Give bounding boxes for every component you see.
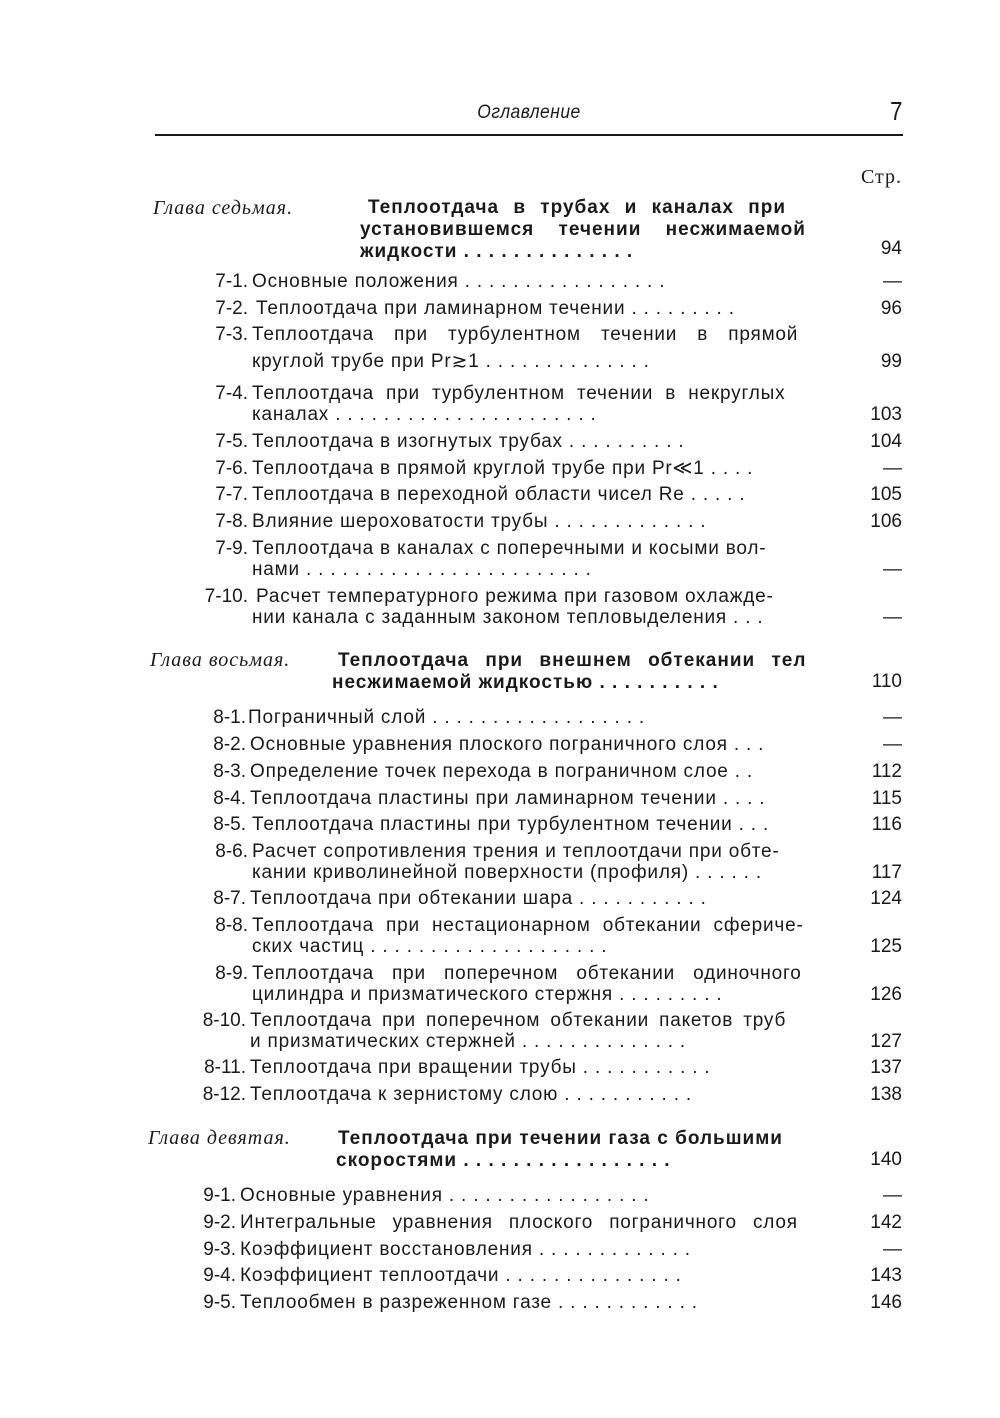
section-page: 96 — [880, 298, 902, 319]
running-head — [155, 96, 903, 132]
section-page: 138 — [870, 1084, 902, 1105]
section-title: каналах . . . . . . . . . . . . . . . . . . . . . . — [252, 404, 597, 425]
section-title: Теплоотдача при турбулентном течении в некруглых — [252, 383, 786, 404]
section-title: нами . . . . . . . . . . . . . . . . . . . . . . . . — [252, 559, 592, 580]
section-number: 7-9. — [215, 538, 248, 559]
section-number: 7-2. — [215, 298, 248, 319]
section-title: Теплоотдача при обтекании шара . . . . . . . . . . . — [250, 888, 707, 909]
section-title: Теплоотдача пластины при ламинарном течении . . . . — [250, 788, 766, 809]
header-rule — [155, 134, 903, 136]
section-title: нии канала с заданным законом тепловыделения . . . — [252, 607, 764, 628]
section-title: Теплообмен в разреженном газе . . . . . . . . . . . . — [240, 1292, 698, 1313]
section-page: 127 — [870, 1031, 902, 1052]
chapter-title-line: Теплоотдача при внешнем обтекании тел — [338, 650, 807, 671]
section-title: Основные положения . . . . . . . . . . . . . . . . . — [252, 271, 666, 292]
section-number: 7-3. — [215, 324, 248, 345]
section-number: 8-1. — [213, 707, 246, 728]
section-title: Определение точек перехода в пограничном слое . . — [250, 761, 753, 782]
section-title: Теплоотдача пластины при турбулентном течении . . . — [252, 814, 770, 835]
section-title: Основные уравнения плоского пограничного слоя . . . — [250, 734, 765, 755]
section-page: 103 — [870, 404, 902, 425]
section-number: 8-6. — [215, 841, 248, 862]
section-page: — — [883, 734, 902, 755]
section-title: Расчет сопротивления трения и теплоотдачи при обте- — [252, 841, 780, 862]
section-number: 8-11. — [204, 1057, 246, 1078]
section-title: цилиндра и призматического стержня . . . . . . . . . — [252, 984, 723, 1005]
section-title: круглой трубе при Pr≳1 . . . . . . . . . . . . . . — [252, 351, 650, 372]
section-page: 105 — [870, 484, 902, 505]
section-number: 9-2. — [203, 1212, 236, 1233]
section-page: 146 — [870, 1292, 902, 1313]
section-number: 8-8. — [215, 915, 248, 936]
section-page: 115 — [871, 788, 902, 809]
section-title: и призматических стержней . . . . . . . . . . . . . . — [250, 1031, 686, 1052]
section-title: Теплоотдача при вращении трубы . . . . . . . . . . . — [250, 1057, 711, 1078]
chapter-prefix: Глава девятая. — [148, 1127, 291, 1149]
section-page: 117 — [871, 862, 902, 883]
section-page: 104 — [870, 431, 902, 452]
section-number: 8-7. — [213, 888, 246, 909]
section-number: 8-12. — [202, 1084, 246, 1105]
section-page: — — [883, 559, 902, 580]
section-page: 106 — [870, 511, 902, 532]
section-title: ских частиц . . . . . . . . . . . . . . . . . . . . — [252, 936, 608, 957]
running-title: Оглавление — [477, 102, 581, 123]
section-page: — — [883, 1239, 902, 1260]
section-page: 126 — [870, 984, 902, 1005]
section-number: 7-6. — [215, 458, 248, 479]
section-number: 8-5. — [213, 814, 246, 835]
pages-column-label: Стр. — [860, 166, 902, 188]
page-number: 7 — [889, 96, 902, 126]
chapter-prefix: Глава седьмая. — [153, 197, 294, 219]
section-title: Расчет температурного режима при газовом охлажде- — [256, 586, 774, 607]
section-page: 99 — [880, 351, 902, 372]
section-number: 7-5. — [215, 431, 248, 452]
section-title: Интегральные уравнения плоского пограничного слоя — [240, 1212, 798, 1233]
section-number: 8-9. — [215, 963, 248, 984]
section-page: — — [883, 458, 902, 479]
section-title: Коэффициент восстановления . . . . . . . . . . . . . — [240, 1239, 691, 1260]
section-page: 142 — [870, 1212, 902, 1233]
section-title: Теплоотдача в прямой круглой трубе при Pr≪1 . . . . — [252, 458, 754, 479]
section-page: — — [883, 1185, 902, 1206]
section-title: кании криволинейной поверхности (профиля) . . . . . . — [252, 862, 762, 883]
chapter-page: 110 — [871, 671, 902, 692]
section-title: Теплоотдача к зернистому слою . . . . . . . . . . . — [250, 1084, 692, 1105]
section-number: 9-1. — [203, 1185, 236, 1206]
section-number: 7-1. — [215, 271, 248, 292]
section-title: Теплоотдача при поперечном обтекании одиночного — [252, 963, 802, 984]
section-title: Пограничный слой . . . . . . . . . . . . . . . . . . — [248, 707, 645, 728]
section-number: 8-3. — [213, 761, 246, 782]
chapter-title-line: Теплоотдача при течении газа с большими — [338, 1128, 783, 1149]
section-title: Влияние шероховатости трубы . . . . . . . . . . . . . — [252, 511, 707, 532]
section-title: Теплоотдача в каналах с поперечными и косыми вол- — [252, 538, 767, 559]
section-page: — — [883, 271, 902, 292]
section-page: 125 — [870, 936, 902, 957]
chapter-title-line: установившемся течении несжимаемой — [360, 219, 806, 240]
section-number: 8-2. — [213, 734, 246, 755]
chapter-title-line: несжимаемой жидкостью . . . . . . . . . . — [332, 672, 719, 693]
section-page: — — [883, 607, 902, 628]
section-page: 143 — [870, 1265, 902, 1286]
section-page: 124 — [870, 888, 902, 909]
section-page: 112 — [871, 761, 902, 782]
section-title: Теплоотдача при турбулентном течении в прямой — [252, 324, 799, 345]
section-title: Теплоотдача в переходной области чисел Re . . . . . — [252, 484, 746, 505]
section-number: 8-4. — [213, 788, 246, 809]
section-title: Теплоотдача при ламинарном течении . . . . . . . . . — [256, 298, 735, 319]
section-number: 7-8. — [215, 511, 248, 532]
section-title: Основные уравнения . . . . . . . . . . . . . . . . . — [240, 1185, 650, 1206]
section-page: 116 — [871, 814, 902, 835]
section-number: 9-4. — [203, 1265, 236, 1286]
section-number: 7-4. — [215, 383, 248, 404]
section-page: 137 — [870, 1057, 902, 1078]
chapter-page: 94 — [880, 238, 902, 259]
section-title: Теплоотдача в изогнутых трубах . . . . . . . . . . — [252, 431, 685, 452]
section-number: 9-3. — [203, 1239, 236, 1260]
section-title: Теплоотдача при поперечном обтекании пакетов труб — [250, 1010, 787, 1031]
section-title: Коэффициент теплоотдачи . . . . . . . . . . . . . . . — [240, 1265, 682, 1286]
chapter-title-line: жидкости . . . . . . . . . . . . . . — [360, 241, 634, 262]
chapter-title-line: скоростями . . . . . . . . . . . . . . . . . — [336, 1150, 671, 1171]
section-number: 7-10. — [204, 586, 248, 607]
chapter-title-line: Теплоотдача в трубах и каналах при — [368, 197, 787, 218]
section-page: — — [883, 707, 902, 728]
section-title: Теплоотдача при нестационарном обтекании сфериче- — [252, 915, 804, 936]
section-number: 7-7. — [215, 484, 248, 505]
section-number: 8-10. — [202, 1010, 246, 1031]
chapter-prefix: Глава восьмая. — [150, 649, 291, 671]
chapter-page: 140 — [870, 1149, 902, 1170]
section-number: 9-5. — [203, 1292, 236, 1313]
